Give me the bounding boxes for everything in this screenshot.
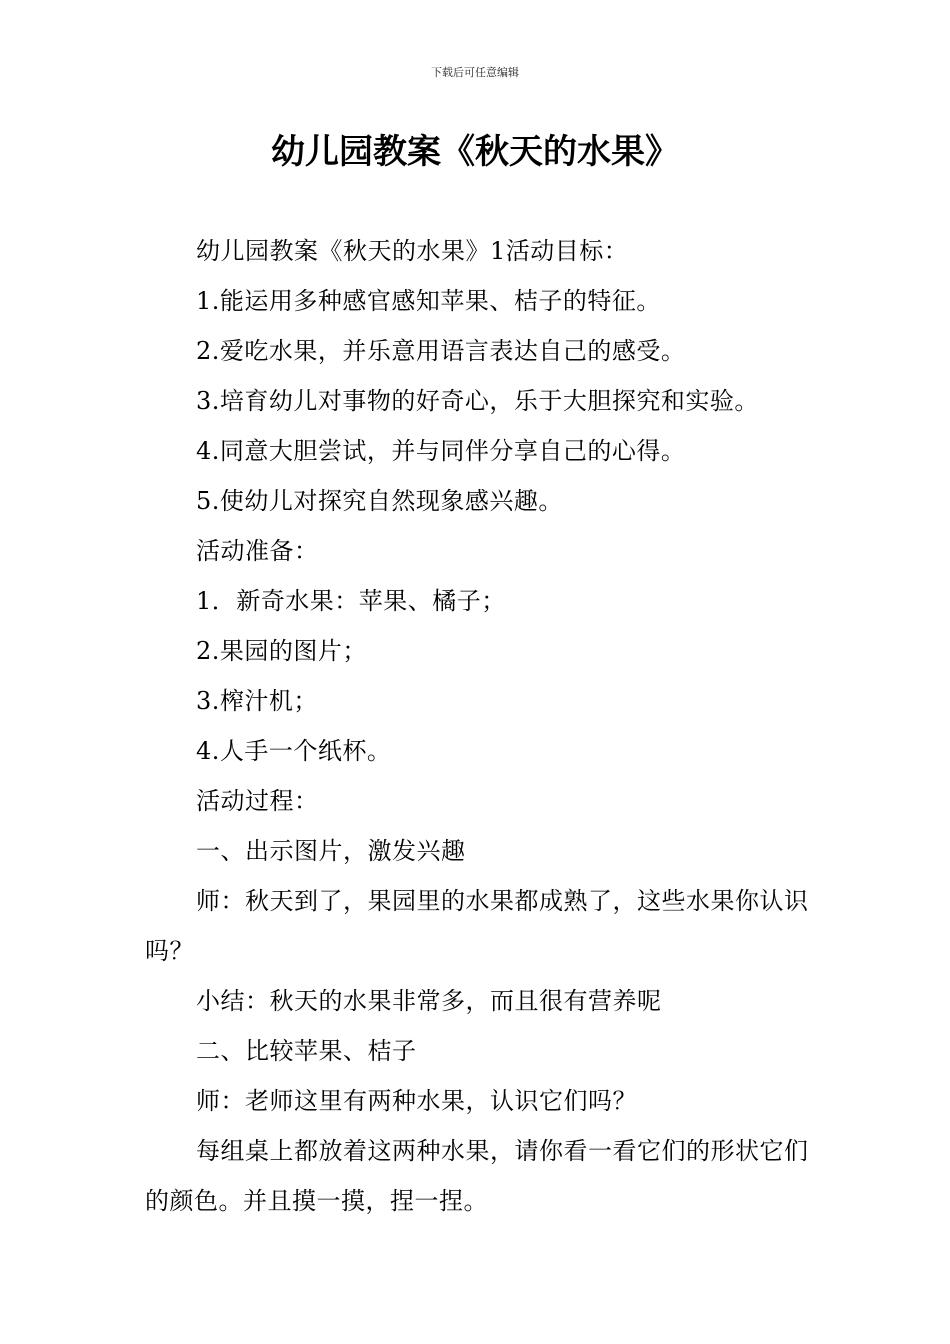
paragraph-preparation-1: 1．新奇水果：苹果、橘子； <box>196 587 506 615</box>
paragraph-observation-instruction: 每组桌上都放着这两种水果，请你看一看它们的形状它们的颜色。并且摸一摸，捏一捏。 <box>145 1137 809 1215</box>
paragraph-process-heading: 活动过程： <box>196 787 319 815</box>
paragraph-step-1-heading: 一、出示图片，激发兴趣 <box>196 837 466 865</box>
paragraph-preparation-4: 4.人手一个纸杯。 <box>196 737 392 765</box>
paragraph-summary: 小结：秋天的水果非常多，而且很有营养呢 <box>196 987 662 1015</box>
document-title: 幼儿园教案《秋天的水果》 <box>271 132 679 172</box>
paragraph-objective-2: 2.爱吃水果，并乐意用语言表达自己的感受。 <box>196 337 686 365</box>
paragraph-step-2-heading: 二、比较苹果、桔子 <box>196 1037 417 1065</box>
paragraph-intro-objectives: 幼儿园教案《秋天的水果》1活动目标： <box>196 237 629 265</box>
paragraph-preparation-2: 2.果园的图片； <box>196 637 367 665</box>
paragraph-objective-1: 1.能运用多种感官感知苹果、桔子的特征。 <box>196 287 661 315</box>
paragraph-preparation-3: 3.榨汁机； <box>196 687 318 715</box>
paragraph-preparation-heading: 活动准备： <box>196 537 319 565</box>
paragraph-teacher-question-1: 师：秋天到了，果园里的水果都成熟了，这些水果你认识吗？ <box>145 887 809 965</box>
paragraph-objective-3: 3.培育幼儿对事物的好奇心，乐于大胆探究和实验。 <box>196 387 759 415</box>
paragraph-teacher-question-2: 师：老师这里有两种水果，认识它们吗？ <box>196 1087 637 1115</box>
paragraph-objective-5: 5.使幼儿对探究自然现象感兴趣。 <box>196 487 563 515</box>
document-body <box>145 226 810 1226</box>
paragraph-objective-4: 4.同意大胆尝试，并与同伴分享自己的心得。 <box>196 437 686 465</box>
header-note: 下载后可任意编辑 <box>431 66 519 79</box>
